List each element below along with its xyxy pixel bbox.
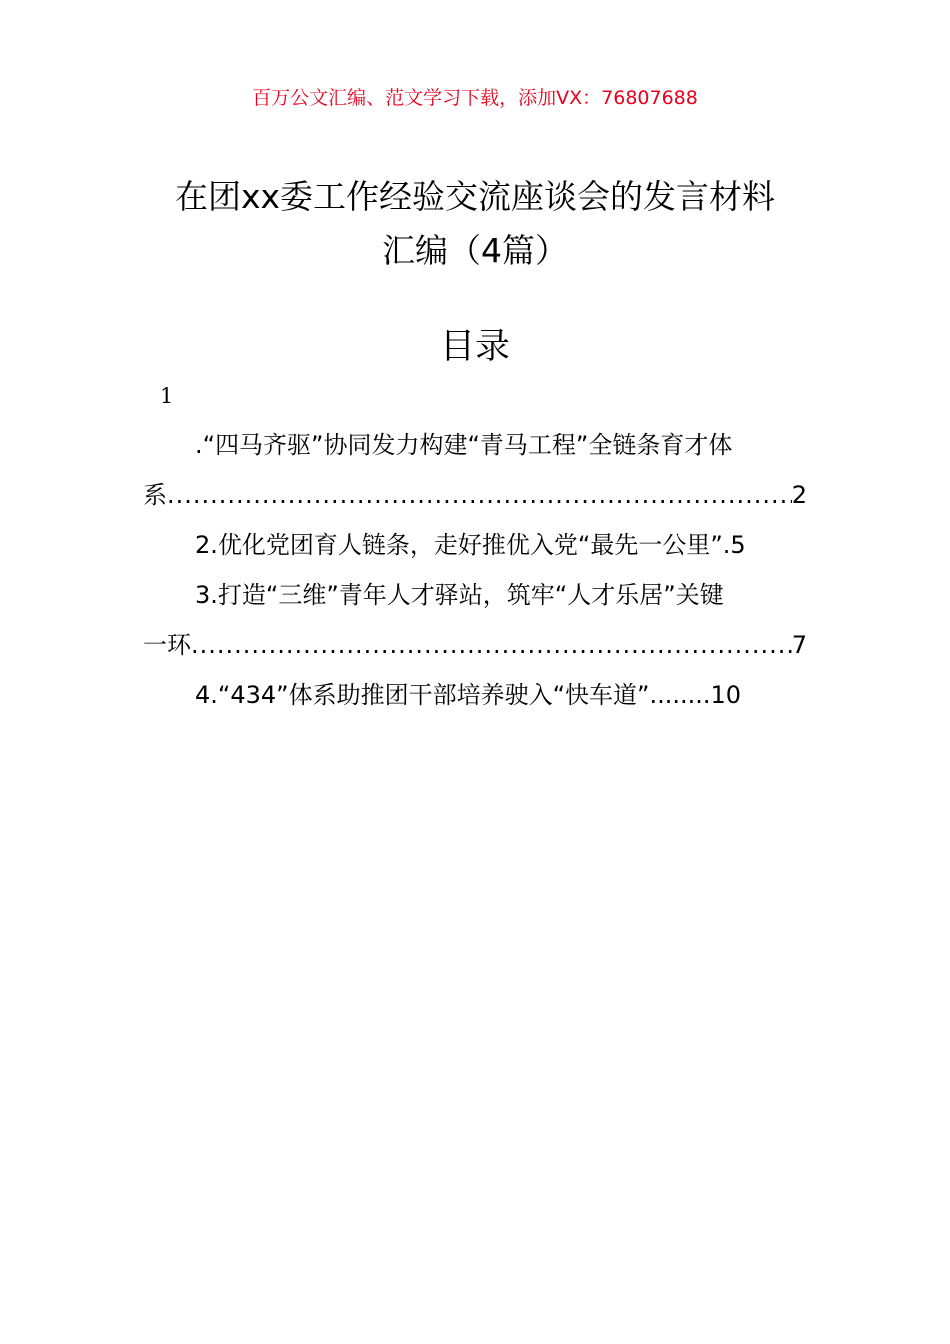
toc-entry-3-title: 3.打造“三维”青年人才驿站，筑牢“人才乐居”关键 <box>195 581 724 609</box>
toc-entry-4[interactable] <box>143 670 807 720</box>
toc-entry-4-page: 10 <box>710 681 742 709</box>
toc-heading: 目录 <box>439 327 510 367</box>
toc-entry-4-leader: ........ <box>649 681 711 709</box>
toc-entry-1-line1[interactable] <box>143 420 807 470</box>
toc-entry-1-line2[interactable] <box>143 470 807 520</box>
toc-entry-3-line1[interactable] <box>143 570 807 620</box>
toc-entry-3-line2[interactable] <box>143 620 807 670</box>
toc-entry-3-title-cont: 一环 <box>143 631 191 659</box>
document-title-line1: 在团xx委工作经验交流座谈会的发言材料 <box>174 177 776 216</box>
toc-entry-2-page: .5 <box>722 531 746 559</box>
toc-entry-4-title: 4.“434”体系助推团干部培养驶入“快车道” <box>195 681 650 709</box>
list-number: 1 <box>160 384 174 408</box>
toc-entry-2[interactable] <box>143 520 807 570</box>
toc-entry-3-leader <box>191 620 792 670</box>
toc-entry-3-page: 7 <box>791 631 807 659</box>
toc-entry-1-page: 2 <box>791 481 807 509</box>
table-of-contents <box>143 420 807 720</box>
toc-entry-1-title: .“四马齐驱”协同发力构建“青马工程”全链条育才体 <box>195 431 733 459</box>
toc-entry-1-leader <box>167 470 792 520</box>
toc-entry-2-title: 2.优化党团育人链条，走好推优入党“最先一公里” <box>195 531 723 559</box>
document-title <box>120 170 830 278</box>
toc-entry-1-title-cont: 系 <box>143 481 167 509</box>
document-title-line2: 汇编（4篇） <box>382 231 568 270</box>
header-watermark-note: 百万公文汇编、范文学习下载，添加VX：76807688 <box>252 87 698 109</box>
